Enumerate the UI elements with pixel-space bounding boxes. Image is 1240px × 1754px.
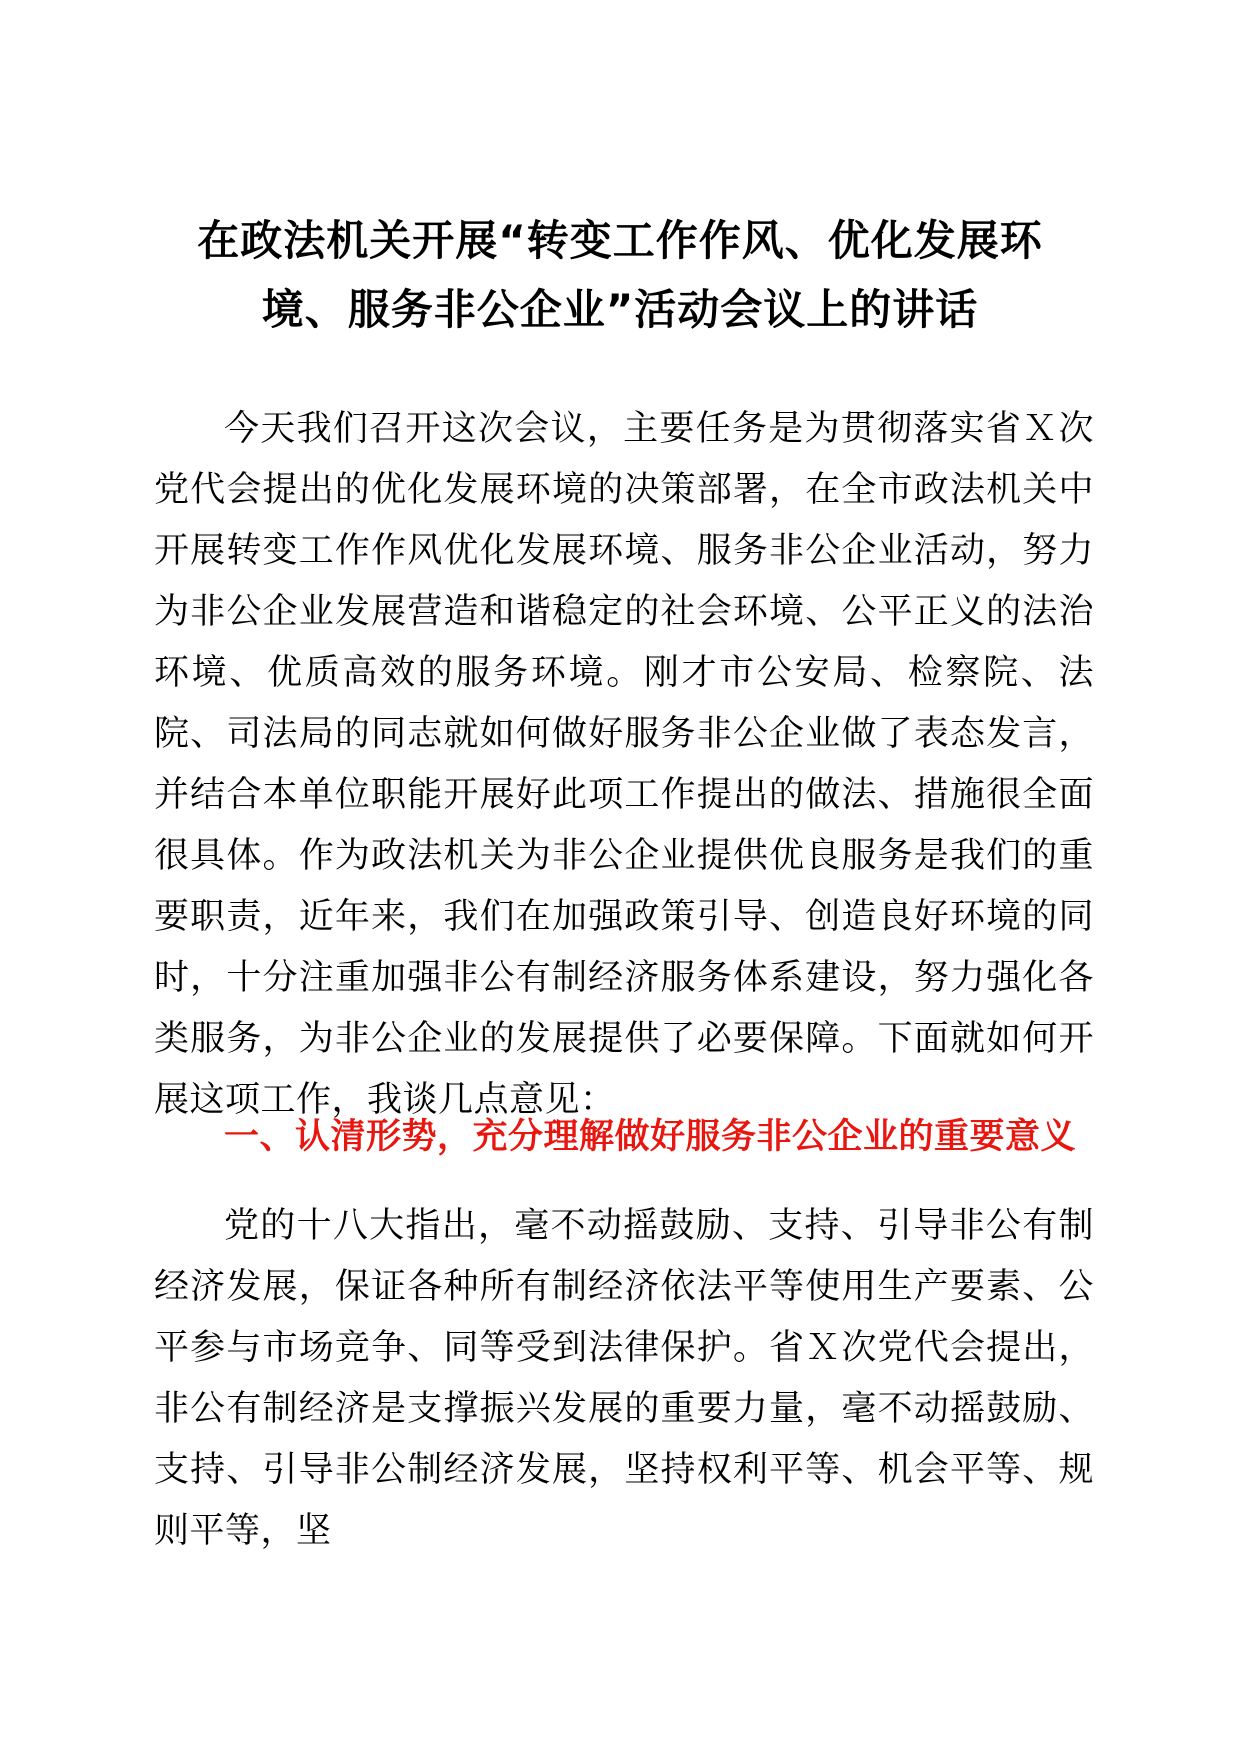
section-1-paragraph: 党的十八大指出，毫不动摇鼓励、支持、引导非公有制经济发展，保证各种所有制经济依法平等使用生产要素、公平参与市场竞争、同等受到法律保护。省Ｘ次党代会提出，非公有制经济是支撑振兴发展的重要力量，毫不动摇鼓励、支持、引导非公制经济发展，坚持权利平等、机会平等、规则平等，坚 bbox=[154, 1206, 1094, 1551]
section-heading-1: 一、认清形势，充分理解做好服务非公企业的重要意义 bbox=[224, 1117, 1077, 1157]
document-title-line-1: 在政法机关开展“转变工作作风、优化发展环 bbox=[197, 216, 1043, 265]
document-title-line-2: 境、服务非公企业”活动会议上的讲话 bbox=[261, 285, 979, 334]
intro-paragraph: 今天我们召开这次会议，主要任务是为贯彻落实省Ｘ次党代会提出的优化发展环境的决策部署，在全市政法机关中开展转变工作作风优化发展环境、服务非公企业活动，努力为非公企业发展营造和谐稳定的社会环境、公平正义的法治环境、优质高效的服务环境。刚才市公安局、检察院、法院、司法局的同志就如何做好服务非公企业做了表态发言，并结合本单位职能开展好此项工作提出的做法、措施很全面很具体。作为政法机关为非公企业提供优良服务是我们的重要职责，近年来，我们在加强政策引导、创造良好环境的同时，十分注重加强非公有制经济服务体系建设，努力强化各类服务，为非公企业的发展提供了必要保障。下面就如何开展这项工作，我谈几点意见： bbox=[154, 409, 1094, 1120]
